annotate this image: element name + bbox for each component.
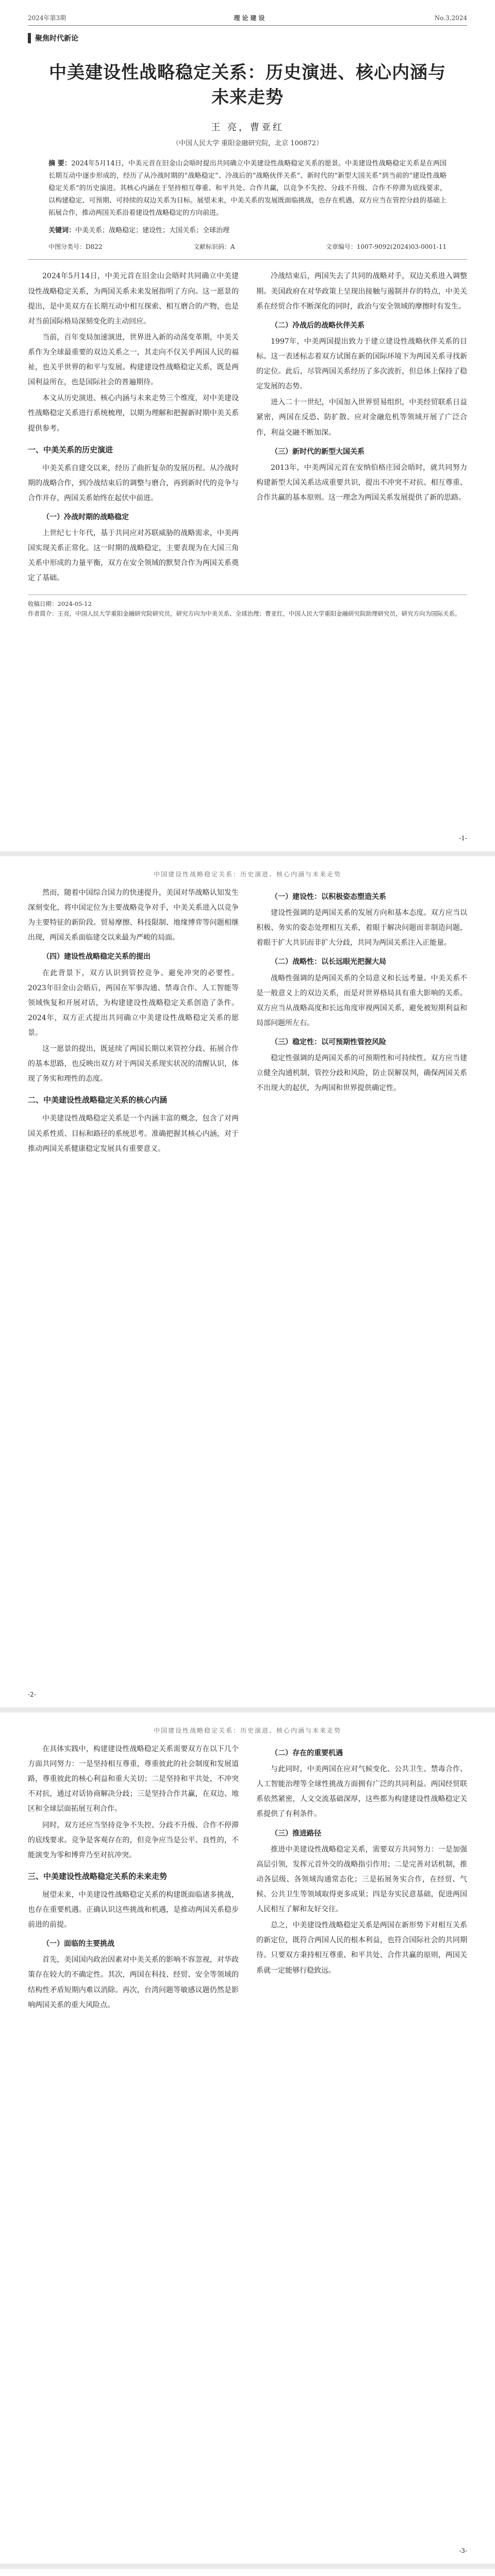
body-columns bbox=[28, 269, 467, 587]
page-watermark: 中国建设性战略稳定关系：历史演进、核心内涵与未来走势 bbox=[153, 871, 341, 878]
subsection-heading: （四）建设性战略稳定关系的提出 bbox=[42, 953, 151, 961]
body-paragraph: 建设性强调的是两国关系的发展方向和基本态度。双方应当以积极、务实的姿态处理相互关系，着眼于解决问题而非制造问题，着眼于扩大共识而非扩大分歧，共同为两国关系注入正能量。 bbox=[256, 909, 467, 947]
body-paragraph: 与此同时，中美两国在应对气候变化、公共卫生、禁毒合作、人工智能治理等全球性挑战方面拥有广泛的共同利益。两国经贸联系依然紧密，人文交流基础深厚，这些都为构建建设性战略稳定关系提供了有利条件。 bbox=[256, 1765, 467, 1819]
page-number: -1- bbox=[459, 835, 467, 842]
page-2 bbox=[0, 856, 495, 1707]
page-number: -2- bbox=[28, 1691, 36, 1698]
body-paragraph: 中美建设性战略稳定关系是一个内涵丰富的概念，包含了对两国关系性质、目标和路径的系统思考。准确把握其核心内涵，对于推动两国关系健康稳定发展具有重要意义。 bbox=[28, 1114, 239, 1153]
body-paragraph: 上世纪七十年代，基于共同应对苏联威胁的战略需求，中美两国实现关系正常化。这一时期的战略稳定，主要表现为在大国三角关系中形成的力量平衡，双方在安全领域的默契合作为两国关系奠定了基础。 bbox=[28, 529, 239, 583]
page-4 bbox=[0, 2569, 495, 2576]
body-paragraph: 2013年，中美两国元首在安纳伯格庄园会晤时，就共同努力构建新型大国关系达成重要共识，提出不冲突不对抗、相互尊重、合作共赢的基本原则。这一理念为两国关系发展提供了新的思路。 bbox=[256, 463, 467, 502]
subsection-heading: （一）冷战时期的战略稳定 bbox=[42, 513, 129, 521]
column-left bbox=[28, 886, 239, 1158]
divider bbox=[28, 259, 467, 260]
body-paragraph: 总之，中美建设性战略稳定关系是两国在新形势下对相互关系的新定位，既符合两国人民的根本利益，也符合国际社会的共同期待。只要双方秉持相互尊重、和平共处、合作共赢的原则，两国关系就一定能够行稳致远。 bbox=[256, 1921, 467, 1975]
footnote bbox=[28, 595, 467, 619]
author-bio: 作者简介：王亮，中国人民大学重阳金融研究院研究员，研究方向为中美关系、全球治理；曹亚红，中国人民大学重阳金融研究院助理研究员，研究方向为国际关系。 bbox=[28, 610, 461, 618]
document-code: 文献标识码：A bbox=[193, 243, 235, 251]
keywords-text: 中美关系；战略稳定；建设性；大国关系；全球治理 bbox=[75, 227, 230, 235]
classification-line bbox=[48, 242, 447, 251]
section-heading: 二、中美建设性战略稳定关系的核心内涵 bbox=[28, 1095, 168, 1105]
subsection-heading: （三）稳定性：以可预期性管控风险 bbox=[271, 1038, 386, 1046]
keywords bbox=[48, 225, 447, 237]
body-paragraph: 在具体实践中，构建建设性战略稳定关系需要双方在以下几个方面共同努力：一是坚持相互尊重，尊重彼此的社会制度和发展道路，尊重彼此的核心利益和重大关切；二是坚持和平共处，不冲突不对抗，通过对话协商解决分歧；三是坚持合作共赢，在双边、地区和全球层面拓展互利合作。 bbox=[28, 1745, 239, 1814]
body-paragraph: 本文从历史演进、核心内涵与未来走势三个维度，对中美建设性战略稳定关系进行系统梳理，以期为理解和把握新时期中美关系提供参考。 bbox=[28, 394, 239, 433]
body-paragraph: 1997年，中美两国提出致力于建立建设性战略伙伴关系的目标。这一表述标志着双方试图在新的国际环境下为两国关系寻找新的定位。此后，尽管两国关系经历了多次波折，但总体上保持了稳定发展的态势。 bbox=[256, 337, 467, 391]
subsection-heading: （一）面临的主要挑战 bbox=[42, 1940, 114, 1948]
body-paragraph: 2024年5月14日，中美元首在旧金山会晤时共同确立中美建设性战略稳定关系，为两国关系未来发展指明了方向。这一愿景的提出，是中美双方在长期互动中相互探索、相互磨合的产物，也是对当前国际格局深刻变化的主动回应。 bbox=[28, 272, 239, 326]
column-right bbox=[256, 1742, 467, 2014]
column-left bbox=[28, 1742, 239, 2014]
body-paragraph: 这一愿景的提出，既延续了两国长期以来管控分歧、拓展合作的基本思路，也反映出双方对于两国关系现实状况的清醒认识，体现了务实和理性的态度。 bbox=[28, 1045, 239, 1083]
body-paragraph: 展望未来，中美建设性战略稳定关系的构建既面临诸多挑战，也存在重要机遇。正确认识这些挑战和机遇，是推动两国关系稳步前进的前提。 bbox=[28, 1890, 239, 1929]
header-journal: 理论建设 bbox=[234, 14, 267, 22]
body-paragraph: 战略性强调的是两国关系的全局意义和长远考量。中美关系不是一般意义上的双边关系，而是对世界格局具有重大影响的关系。双方应当从战略高度和长远角度审视两国关系，避免被短期利益和局部问题所左右。 bbox=[256, 974, 467, 1027]
subsection-heading: （二）冷战后的战略伙伴关系 bbox=[271, 321, 365, 330]
affiliation: （中国人民大学 重阳金融研究院，北京 100872） bbox=[172, 140, 323, 148]
article-title: 中美建设性战略稳定关系：历史演进、核心内涵与未来走势 bbox=[49, 62, 446, 108]
body-paragraph: 稳定性强调的是两国关系的可预期性和可持续性。双方应当建立健全沟通机制，管控分歧和风险，防止误解误判，确保两国关系不出现大的起伏，为两国和世界提供确定性。 bbox=[256, 1054, 467, 1093]
column-right bbox=[256, 269, 467, 587]
page-number: -3- bbox=[459, 2547, 467, 2554]
page-3 bbox=[0, 1713, 495, 2564]
body-paragraph: 当前，百年变局加速演进，世界进入新的动荡变革期，中美关系作为全球最重要的双边关系之一，其走向不仅关乎两国人民的福祉，也关乎世界的和平与发展。构建建设性战略稳定关系，既是两国利益所在，也是国际社会的普遍期待。 bbox=[28, 333, 239, 387]
column-left bbox=[28, 269, 239, 587]
article-number: 文章编号：1007-9092(2024)03-0001-11 bbox=[325, 243, 447, 251]
abstract-label: 摘 要： bbox=[48, 160, 72, 168]
subsection-heading: （二）战略性：以长远眼光把握大局 bbox=[271, 958, 386, 967]
header-number: No.3,2024 bbox=[434, 14, 467, 22]
body-columns bbox=[28, 1742, 467, 2014]
abstract-text: 2024年5月14日，中美元首在旧金山会晤时提出共同确立中美建设性战略稳定关系的愿景。中美建设性战略稳定关系是在两国长期互动中逐步形成的，经历了从冷战时期的“战略稳定”、冷战后的“战略伙伴关系”、新时代的“新型大国关系”到当前的“建设性战略稳定关系”的历史演进。其核心内涵在于坚持相互尊重、和平共处、合作共赢，以竞争不失控、分歧不升级、合作不停滞为底线要求，以构建稳定、可预期、可持续的双边关系为目标。展望未来，中美关系的发展既面临挑战，也存在机遇，双方应当在管控分歧的基础上拓展合作，推动两国关系沿着建设性战略稳定的方向前进。 bbox=[48, 160, 447, 217]
subsection-heading: （三）推进路径 bbox=[271, 1829, 321, 1838]
body-paragraph: 中美关系自建交以来，经历了曲折复杂的发展历程。从冷战时期的战略合作，到冷战结束后的调整与磨合，再到新时代的竞争与合作并存，两国关系始终在起伏中前进。 bbox=[28, 464, 239, 502]
subsection-heading: （一）建设性：以积极姿态塑造关系 bbox=[271, 893, 386, 901]
running-header bbox=[28, 13, 467, 26]
body-paragraph: 进入二十一世纪，中国加入世界贸易组织，中美经贸联系日益紧密，两国在反恐、防扩散、应对金融危机等领域开展了广泛合作，利益交融不断加深。 bbox=[256, 398, 467, 437]
received-date: 收稿日期：2024-05-12 bbox=[28, 600, 92, 607]
body-paragraph: 推进中美建设性战略稳定关系，需要双方共同努力：一是加强高层引领，发挥元首外交的战略指引作用；二是完善对话机制，推动各层级、各领域沟通常态化；三是拓展务实合作，在经贸、气候、公共卫生等领域取得更多成果；四是夯实民意基础，促进两国人民相互了解和友好交往。 bbox=[256, 1845, 467, 1914]
header-issue: 2024年第3期 bbox=[28, 14, 67, 22]
column-label: 聚焦时代新论 bbox=[28, 33, 78, 43]
clc-number: 中图分类号：D822 bbox=[48, 243, 103, 251]
author-line: 王 亮，曹亚红 bbox=[211, 122, 284, 133]
page-watermark: 中国建设性战略稳定关系：历史演进、核心内涵与未来走势 bbox=[153, 1727, 341, 1734]
body-paragraph: 然而，随着中国综合国力的快速提升，美国对华战略认知发生深刻变化，将中国定位为主要战略竞争对手，中美关系进入以竞争为主要特征的新阶段。贸易摩擦、科技限制、地缘博弈等问题相继出现，两国关系面临建交以来最为严峻的局面。 bbox=[28, 889, 239, 942]
section-heading: 一、中美关系的历史演进 bbox=[28, 445, 113, 454]
page-1 bbox=[0, 0, 495, 851]
body-paragraph: 在此背景下，双方认识到管控竞争、避免冲突的必要性。2023年旧金山会晤后，两国在军事沟通、禁毒合作、人工智能等领域恢复和开展对话，为构建建设性战略稳定关系创造了条件。2024年，双方正式提出共同确立中美建设性战略稳定关系的愿景。 bbox=[28, 969, 239, 1037]
body-paragraph: 首先，美国国内政治因素对中美关系的影响不容忽视，对华政策存在较大的不确定性。其次，两国在科技、经贸、安全等领域的结构性矛盾短期内难以消除。再次，台湾问题等敏感议题仍然是影响两国关系的重大风险点。 bbox=[28, 1956, 239, 2009]
abstract bbox=[48, 158, 447, 219]
section-heading: 三、中美建设性战略稳定关系的未来走势 bbox=[28, 1871, 168, 1881]
body-columns bbox=[28, 886, 467, 1158]
subsection-heading: （三）新时代的新型大国关系 bbox=[271, 447, 365, 456]
body-paragraph: 冷战结束后，两国失去了共同的战略对手，双边关系进入调整期。美国政府在对华政策上呈现出接触与遏制并存的特点，中美关系在经贸合作不断深化的同时，政治与安全领域的摩擦时有发生。 bbox=[256, 272, 467, 311]
body-paragraph: 同时，双方还应当坚持竞争不失控、分歧不升级、合作不停滞的底线要求。竞争是客观存在的，但竞争应当是公平、良性的，不能演变为零和博弈乃至对抗冲突。 bbox=[28, 1821, 239, 1859]
column-right bbox=[256, 886, 467, 1158]
keywords-label: 关键词： bbox=[48, 227, 76, 235]
subsection-heading: （二）存在的重要机遇 bbox=[271, 1749, 343, 1757]
